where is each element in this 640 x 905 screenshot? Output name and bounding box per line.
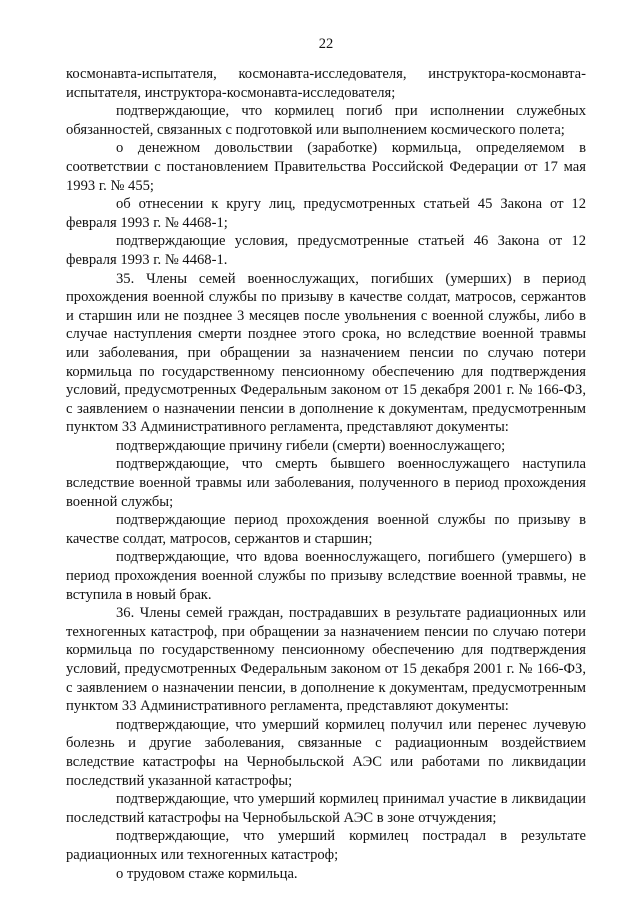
- paragraph: об отнесении к кругу лиц, предусмотренных статьей 45 Закона от 12 февраля 1993 г. № 4468-1;: [66, 196, 586, 231]
- paragraph: о трудовом стаже кормильца.: [116, 865, 298, 882]
- paragraph: подтверждающие условия, предусмотренные статьей 46 Закона от 12 февраля 1993 г. № 4468-1.: [66, 233, 586, 268]
- paragraph: 35. Члены семей военнослужащих, погибших (умерших) в период прохождения военной службы по призыву в качестве солдат, матросов, сержантов и старшин или не позднее 3 месяцев после увольнения с военной службы, либо в случае наступления смерти позднее этого срока, но вследствие военной травмы или заболевания, при обращении за назначением пенсии по случаю потери кормильца по государственному пенсионному обеспечению для подтверждения условий, предусмотренных Федеральным законом от 15 декабря 2001 г. № 166-ФЗ, с заявлением о назначении пенсии в дополнение к документам, предусмотренным пунктом 33 Административного регламента, представляют документы:: [66, 270, 586, 436]
- paragraph: подтверждающие период прохождения военной службы по призыву в качестве солдат, матросов, сержантов и старшин;: [66, 512, 586, 547]
- paragraph: подтверждающие, что вдова военнослужащего, погибшего (умершего) в период прохождения военной службы по призыву вследствие военной травмы, не вступила в новый брак.: [66, 549, 586, 603]
- paragraph: подтверждающие, что умерший кормилец принимал участие в ликвидации последствий катастрофы на Чернобыльской АЭС в зоне отчуждения;: [66, 791, 586, 826]
- paragraph: 36. Члены семей граждан, пострадавших в результате радиационных или техногенных катастроф, при обращении за назначением пенсии по случаю потери кормильца по государственному пенсионному обеспечению для подтверждения условий, предусмотренных Федеральным законом от 15 декабря 2001 г. № 166-ФЗ, с заявлением о назначении пенсии, в дополнение к документам, предусмотренным пунктом 33 Административного регламента, представляют документы:: [66, 605, 586, 715]
- paragraph: подтверждающие, что смерть бывшего военнослужащего наступила вследствие военной травмы или заболевания, полученного в период прохождения военной службы;: [66, 456, 586, 510]
- page-number: 22: [318, 36, 334, 52]
- document-body: [66, 65, 586, 883]
- paragraph: подтверждающие, что кормилец погиб при исполнении служебных обязанностей, связанных с подготовкой или выполнением космического полета;: [66, 103, 586, 138]
- paragraph: подтверждающие, что умерший кормилец пострадал в результате радиационных или техногенных катастроф;: [66, 828, 586, 863]
- paragraph: подтверждающие, что умерший кормилец получил или перенес лучевую болезнь и другие заболевания, связанные с радиационным воздействием вследствие катастрофы на Чернобыльской АЭС или работами по ликвидации последствий указанной катастрофы;: [66, 716, 586, 789]
- paragraph: о денежном довольствии (заработке) кормильца, определяемом в соответствии с постановлением Правительства Российской Федерации от 17 мая 1993 г. № 455;: [66, 140, 586, 194]
- paragraph: подтверждающие причину гибели (смерти) военнослужащего;: [116, 437, 506, 454]
- paragraph: космонавта-испытателя, космонавта-исследователя, инструктора-космонавта-испытателя, инструктора-космонавта-исследователя;: [66, 66, 586, 101]
